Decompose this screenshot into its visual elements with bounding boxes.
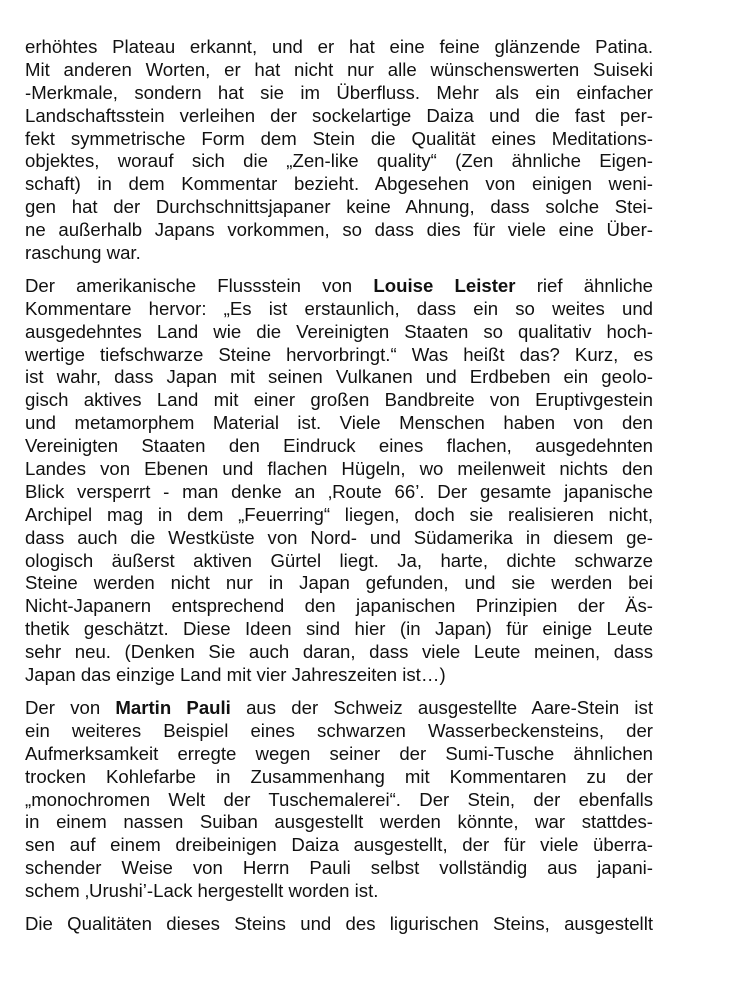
- text-line: schaft) in dem Kommentar bezieht. Abgesehen von einigen weni-: [25, 173, 653, 195]
- text-segment: Der amerikanische Flussstein von: [25, 274, 374, 296]
- text-line: ein weiteres Beispiel eines schwarzen Wasserbeckensteins, der: [25, 719, 653, 741]
- paragraph: [25, 36, 653, 265]
- text-line: sen auf einem dreibeinigen Daiza ausgestellt, der für viele überra-: [25, 834, 653, 856]
- text-line: Vereinigten Staaten den Eindruck eines flachen, ausgedehnten: [25, 435, 653, 457]
- text-line: Landes von Ebenen und flachen Hügeln, wo meilenweit nichts den: [25, 458, 653, 480]
- text-line: objektes, worauf sich die „Zen-like quality“ (Zen ähnliche Eigen-: [25, 150, 653, 172]
- text-line: schender Weise von Herrn Pauli selbst vollständig aus japani-: [25, 857, 653, 879]
- text-line: wertige tiefschwarze Steine hervorbringt.“ Was heißt das? Kurz, es: [25, 343, 653, 365]
- text-line: Archipel mag in dem „Feuerring“ liegen, doch sie realisieren nicht,: [25, 503, 653, 525]
- text-line: trocken Kohlefarbe in Zusammenhang mit Kommentaren zu der: [25, 765, 653, 787]
- text-line: Nicht-Japanern entsprechend den japanischen Prinzipien der Äs-: [25, 595, 653, 617]
- text-line: Mit anderen Worten, er hat nicht nur alle wünschenswerten Suiseki: [25, 58, 653, 80]
- text-line: Die Qualitäten dieses Steins und des ligurischen Steins, ausgestellt: [25, 912, 653, 934]
- text-line: thetik geschätzt. Diese Ideen sind hier (in Japan) für einige Leute: [25, 618, 653, 640]
- text-line: [25, 275, 653, 298]
- text-line: Blick versperrt - man denke an ‚Route 66’. Der gesamte japanische: [25, 480, 653, 502]
- text-line: raschung war.: [25, 242, 141, 264]
- text-line: sehr neu. (Denken Sie auch daran, dass viele Leute meinen, dass: [25, 641, 653, 663]
- text-line: Landschaftsstein verleihen der sockelartige Daiza und die fast per-: [25, 104, 653, 126]
- text-line: ne außerhalb Japans vorkommen, so dass dies für viele eine Über-: [25, 219, 653, 241]
- text-segment: Der von: [25, 696, 116, 718]
- text-line: ausgedehntes Land wie die Vereinigten Staaten so qualitativ hoch-: [25, 320, 653, 342]
- text-line: „monochromen Welt der Tuschemalerei“. Der Stein, der ebenfalls: [25, 788, 653, 810]
- text-line: erhöhtes Plateau erkannt, und er hat eine feine glänzende Patina.: [25, 36, 653, 57]
- text-line: in einem nassen Suiban ausgestellt werden könnte, war stattdes-: [25, 811, 653, 833]
- text-line: gen hat der Durchschnittsjapaner keine Ahnung, dass solche Stei-: [25, 196, 653, 218]
- text-line: dass auch die Westküste von Nord- und Südamerika in diesem ge-: [25, 526, 653, 548]
- document-page: [25, 36, 653, 946]
- text-line: -Merkmale, sondern hat sie im Überfluss. Mehr als ein einfacher: [25, 81, 653, 103]
- text-line: Aufmerksamkeit erregte wegen seiner der Sumi-Tusche ähnlichen: [25, 742, 653, 764]
- paragraph: [25, 697, 653, 903]
- text-line: und metamorphem Material ist. Viele Menschen haben von den: [25, 412, 653, 434]
- text-line: ist wahr, dass Japan mit seinen Vulkanen und Erdbeben ein geolo-: [25, 366, 653, 388]
- text-line: Steine werden nicht nur in Japan gefunden, und sie werden bei: [25, 572, 653, 594]
- text-segment: rief ähnliche: [515, 274, 653, 296]
- person-name: Louise Leister: [373, 274, 516, 296]
- text-line: schem ‚Urushi’-Lack hergestellt worden ist.: [25, 880, 379, 902]
- text-line: [25, 697, 653, 720]
- text-segment: aus der Schweiz ausgestellte Aare-Stein ist: [230, 696, 653, 718]
- text-line: Kommentare hervor: „Es ist erstaunlich, dass ein so weites und: [25, 297, 653, 319]
- text-line: ologisch äußerst aktiven Gürtel liegt. Ja, harte, dichte schwarze: [25, 549, 653, 571]
- text-line: Japan das einzige Land mit vier Jahreszeiten ist…): [25, 664, 446, 686]
- text-line: fekt symmetrische Form dem Stein die Qualität eines Meditations-: [25, 127, 653, 149]
- paragraph: [25, 275, 653, 687]
- text-line: gisch aktives Land mit einer großen Bandbreite von Eruptivgestein: [25, 389, 653, 411]
- paragraph: [25, 913, 653, 936]
- person-name: Martin Pauli: [115, 696, 231, 718]
